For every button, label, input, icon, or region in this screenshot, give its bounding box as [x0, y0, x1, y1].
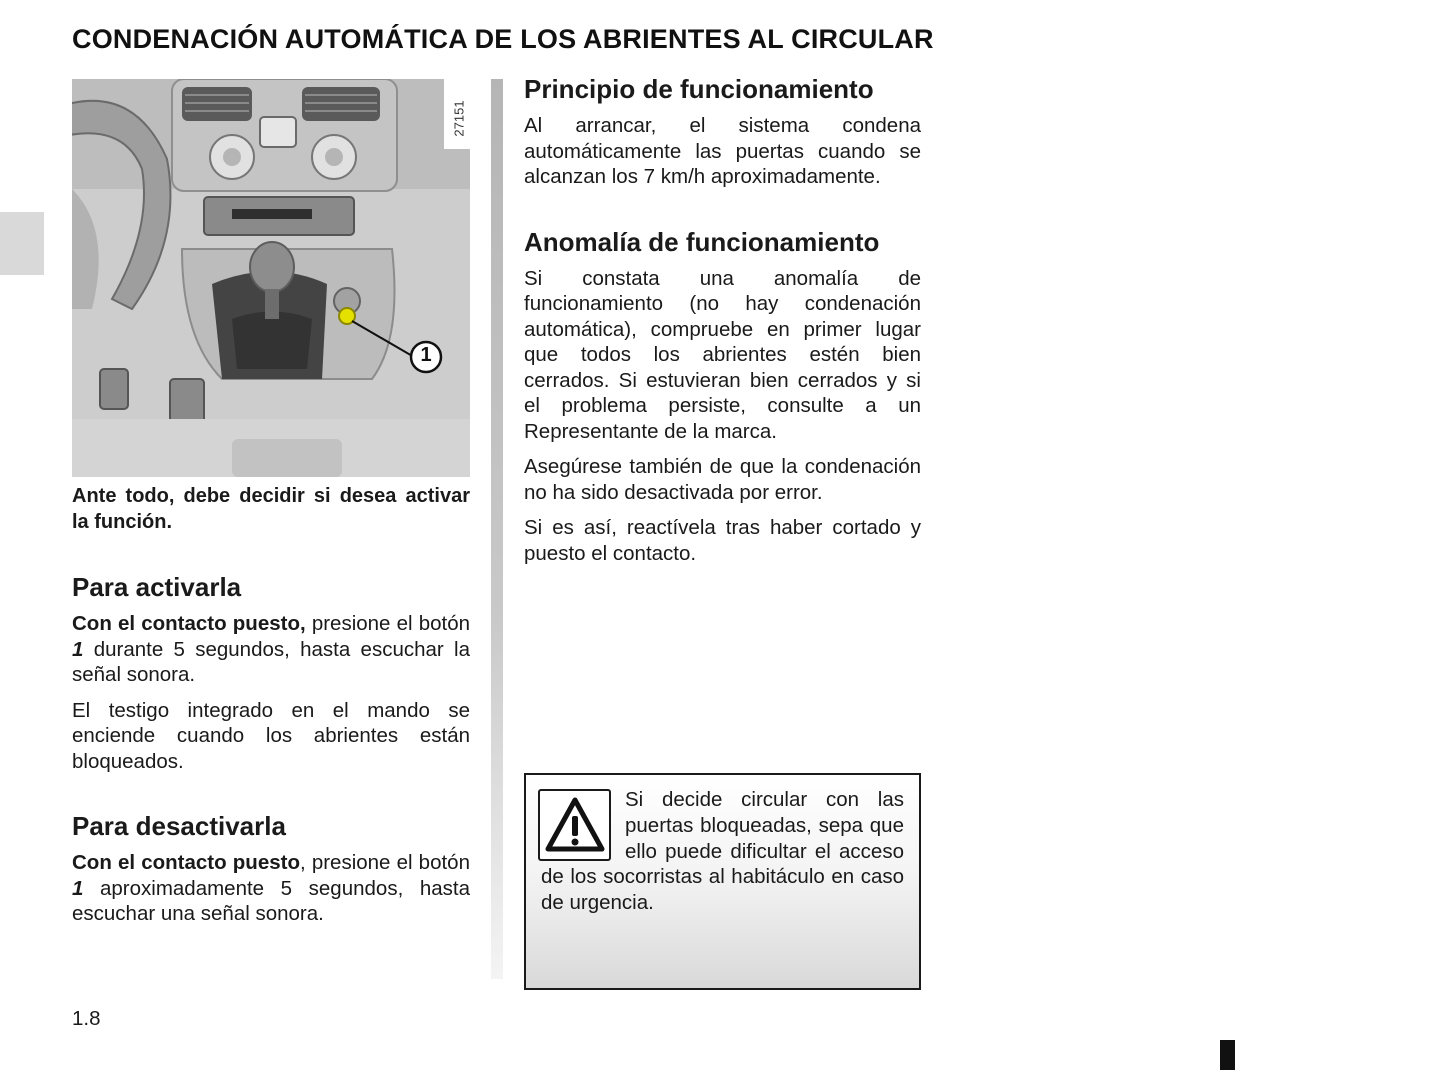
activate-paragraph-1	[72, 611, 470, 688]
deactivate-button-number: 1	[72, 876, 84, 900]
heading-deactivate: Para desactivarla	[72, 811, 286, 841]
activate-paragraph-2: El testigo integrado en el mando se enciende cuando los abrientes están bloqueados.	[72, 698, 470, 773]
chapter-tab	[0, 212, 44, 275]
column-divider	[491, 79, 503, 979]
activate-button-number: 1	[72, 637, 84, 661]
deactivate-text-a: , presione el botón	[299, 851, 470, 874]
anomaly-paragraph-1: Si constata una anomalía de funcionamiento (no hay condenación automática), compruebe en primer lugar que todos los abrientes estén bien cerrados. Si estuvieran bien cerrados y si el problema persiste, consulte a un Representante de la marca.	[524, 266, 921, 443]
activate-bold-lead: Con el contacto puesto,	[72, 612, 306, 635]
heading-activate: Para activarla	[72, 572, 242, 602]
activate-text-b: durante 5 segundos, hasta escuchar la señal sonora.	[72, 637, 470, 686]
figure-callout-label: 1	[420, 344, 432, 366]
anomaly-paragraph-2: Asegúrese también de que la condenación no ha sido desactivada por error.	[524, 455, 921, 504]
warning-triangle-icon	[538, 789, 611, 861]
page-edge-mark	[1220, 1040, 1235, 1070]
deactivate-paragraph-1	[72, 850, 470, 927]
heading-anomaly: Anomalía de funcionamiento	[524, 226, 880, 257]
dashboard-illustration	[72, 79, 470, 477]
warning-text: Si decide circular con las puertas bloqueadas, sepa que ello puede dificultar el acceso de los socorristas al habitáculo en caso de urgencia.	[541, 788, 904, 915]
principle-paragraph: Al arrancar, el sistema condena automáticamente las puertas cuando se alcanzan los 7 km/h aproximadamente.	[524, 114, 921, 188]
figure-reference-number: 27151	[451, 100, 467, 137]
heading-principle: Principio de funcionamiento	[524, 74, 874, 104]
warning-box	[524, 773, 921, 990]
page-title: CONDENACIÓN AUTOMÁTICA DE LOS ABRIENTES AL CIRCULAR	[72, 24, 934, 54]
page-number: 1.8	[72, 1007, 101, 1030]
activate-text-a: presione el botón	[305, 612, 470, 635]
deactivate-bold-lead: Con el contacto puesto	[72, 851, 300, 874]
left-column	[72, 484, 470, 927]
anomaly-paragraph-3: Si es así, reactívela tras haber cortado y puesto el contacto.	[524, 516, 921, 565]
right-column	[524, 74, 921, 566]
deactivate-text-b: aproximadamente 5 segundos, hasta escuchar una señal sonora.	[72, 876, 470, 925]
figure-caption: Ante todo, debe decidir si desea activar la función.	[72, 485, 470, 533]
